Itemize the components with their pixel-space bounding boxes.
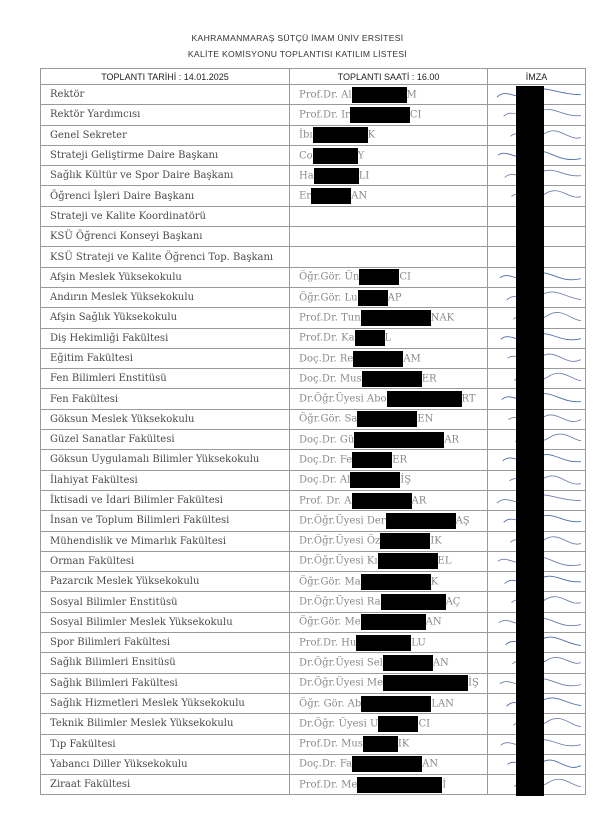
table-row xyxy=(41,105,586,125)
table-row xyxy=(41,166,586,186)
unit-name: Andırın Meslek Yüksekokulu xyxy=(41,287,290,307)
unit-name: Pazarcık Meslek Yüksekokulu xyxy=(41,572,290,592)
member-cell xyxy=(290,612,488,632)
table-header-row xyxy=(41,69,586,85)
member-cell xyxy=(290,145,488,165)
table-row xyxy=(41,369,586,389)
member-cell xyxy=(290,186,488,206)
member-name-end: AŞ xyxy=(455,515,470,527)
redaction-bar xyxy=(359,269,399,285)
member-name-end: AÇ xyxy=(445,596,461,608)
redaction-bar xyxy=(378,553,438,569)
member-cell xyxy=(290,450,488,470)
table-row xyxy=(41,206,586,226)
unit-name: Mühendislik ve Mimarlık Fakültesi xyxy=(41,531,290,551)
member-name-start: Dr.Öğr. Üyesi U xyxy=(299,718,379,730)
member-cell xyxy=(290,125,488,145)
member-name-start: Öğr.Gör. Me xyxy=(299,616,361,628)
unit-name: Sağlık Bilimleri Ensitüsü xyxy=(41,653,290,673)
table-row xyxy=(41,85,586,105)
member-name-start: Ha xyxy=(299,170,314,182)
member-cell xyxy=(290,389,488,409)
table-row xyxy=(41,287,586,307)
member-name-start: Doç.Dr. Al xyxy=(299,474,351,486)
member-cell xyxy=(290,653,488,673)
member-name-start: Dr.Öğr.Üyesi Öz xyxy=(299,535,381,547)
member-name-end: LU xyxy=(411,637,426,649)
member-name-end: AR xyxy=(444,434,460,446)
table-row xyxy=(41,612,586,632)
unit-name: İlahiyat Fakültesi xyxy=(41,470,290,490)
unit-name: Fen Fakültesi xyxy=(41,389,290,409)
member-cell xyxy=(290,227,488,247)
redaction-bar xyxy=(357,777,442,793)
member-cell xyxy=(290,633,488,653)
unit-name: İktisadi ve İdari Bilimler Fakültesi xyxy=(41,490,290,510)
member-cell xyxy=(290,511,488,531)
member-name-end: ER xyxy=(392,454,408,466)
table-row xyxy=(41,247,586,267)
unit-name: Güzel Sanatlar Fakültesi xyxy=(41,430,290,450)
unit-name: Genel Sekreter xyxy=(41,125,290,145)
member-name-end: İŞ xyxy=(400,474,412,486)
member-name-end: AP xyxy=(387,292,402,304)
unit-name: Rektör Yardımcısı xyxy=(41,105,290,125)
member-cell xyxy=(290,287,488,307)
redaction-bar xyxy=(352,87,407,103)
member-name-end: AM xyxy=(403,353,421,364)
member-cell xyxy=(290,470,488,490)
redaction-bar xyxy=(361,696,431,712)
member-cell xyxy=(290,734,488,754)
redaction-bar xyxy=(356,635,411,651)
redaction-bar xyxy=(383,655,433,671)
redaction-bar xyxy=(311,188,351,204)
member-cell xyxy=(290,490,488,510)
member-name-start: Öğr. Gör. Ab xyxy=(299,698,362,710)
member-cell xyxy=(290,572,488,592)
member-name-end: M xyxy=(406,89,417,101)
member-name-end: K xyxy=(430,576,439,588)
unit-name: Fen Bilimleri Enstitüsü xyxy=(41,369,290,389)
meeting-date-header: TOPLANTI TARİHİ : 14.01.2025 xyxy=(41,69,290,85)
table-row xyxy=(41,267,586,287)
redaction-bar xyxy=(357,411,417,427)
member-name-start: Er xyxy=(299,190,312,202)
unit-name: Öğrenci İşleri Daire Başkanı xyxy=(41,186,290,206)
member-cell xyxy=(290,206,488,226)
member-name-start: Doç.Dr. Mus xyxy=(299,373,362,385)
member-name-start: Dr.Öğr.Üyesi Ra xyxy=(299,596,381,608)
unit-name: Afşin Meslek Yüksekokulu xyxy=(41,267,290,287)
unit-name: İnsan ve Toplum Bilimleri Fakültesi xyxy=(41,511,290,531)
table-row xyxy=(41,470,586,490)
unit-name: Göksun Meslek Yüksekokulu xyxy=(41,409,290,429)
redaction-bar xyxy=(363,736,398,752)
redaction-bar xyxy=(353,351,403,367)
member-name-end: ER xyxy=(421,373,437,385)
table-row xyxy=(41,572,586,592)
redaction-bar xyxy=(386,513,456,529)
member-name-start: Öğr.Gör. Sa xyxy=(299,413,358,425)
unit-name: KSÜ Strateji ve Kalite Öğrenci Top. Başkanı xyxy=(41,247,290,267)
signature-header: İMZA xyxy=(488,69,586,85)
table-row xyxy=(41,125,586,145)
table-row xyxy=(41,450,586,470)
document-title: KAHRAMANMARAŞ SÜTÇÜ İMAM ÜNİV ERSİTESİ xyxy=(191,33,404,43)
member-name-end: CI xyxy=(399,271,411,283)
table-row xyxy=(41,633,586,653)
table-row xyxy=(41,714,586,734)
member-name-end: Y xyxy=(357,150,365,162)
unit-name: KSÜ Öğrenci Konseyi Başkanı xyxy=(41,227,290,247)
redaction-bar xyxy=(380,533,430,549)
member-name-start: Dr.Öğr.Üyesi Sel xyxy=(299,657,383,669)
member-name-end: CI xyxy=(418,718,431,730)
member-name-start: Doç.Dr. Fa xyxy=(299,758,353,770)
table-row xyxy=(41,531,586,551)
member-cell xyxy=(290,105,488,125)
member-name-start: Prof.Dr. Mus xyxy=(299,738,363,750)
redaction-bar xyxy=(361,614,426,630)
table-row xyxy=(41,227,586,247)
unit-name: Sağlık Kültür ve Spor Daire Başkanı xyxy=(41,166,290,186)
member-name-start: Dr.Öğr.Üyesi Me xyxy=(299,677,383,689)
document-subtitle: KALİTE KOMİSYONU TOPLANTISI KATILIM LİSTESİ xyxy=(187,49,408,59)
member-name-end: LAN xyxy=(431,698,454,710)
unit-name: Rektör xyxy=(41,85,290,105)
member-cell xyxy=(290,267,488,287)
redaction-bar xyxy=(354,432,444,448)
member-cell xyxy=(290,166,488,186)
table-row xyxy=(41,775,586,795)
member-name-end: LI xyxy=(358,170,370,182)
member-name-start: Co xyxy=(299,150,313,162)
redaction-bar xyxy=(352,756,422,772)
unit-name: Sosyal Bilimler Meslek Yüksekokulu xyxy=(41,612,290,632)
table-row xyxy=(41,308,586,328)
member-cell xyxy=(290,369,488,389)
unit-name: Teknik Bilimler Meslek Yüksekokulu xyxy=(41,714,290,734)
member-name-end: IK xyxy=(430,535,442,547)
redaction-bar xyxy=(350,107,410,123)
member-name-end: AN xyxy=(432,657,449,669)
redaction-bar xyxy=(378,716,418,732)
unit-name: Afşin Sağlık Yüksekokulu xyxy=(41,308,290,328)
member-name-end: İŞ xyxy=(468,677,479,689)
table-row xyxy=(41,389,586,409)
table-row xyxy=(41,734,586,754)
member-cell xyxy=(290,85,488,105)
redaction-bar xyxy=(352,493,412,509)
redaction-bar xyxy=(313,127,368,143)
redaction-bar xyxy=(350,472,400,488)
member-name-start: Öğr.Gör. Ma xyxy=(299,576,361,588)
member-name-end: AN xyxy=(351,190,368,202)
redaction-bar xyxy=(383,675,468,691)
member-name-start: Prof.Dr. Me xyxy=(299,779,358,791)
member-name-start: Dr.Öğr.Üyesi Kı xyxy=(299,555,378,567)
unit-name: Sosyal Bilimler Enstitüsü xyxy=(41,592,290,612)
unit-name: Ziraat Fakültesi xyxy=(41,775,290,795)
member-name-start: Prof.Dr. Tun xyxy=(299,312,361,324)
member-cell xyxy=(290,592,488,612)
redaction-bar xyxy=(352,452,392,468)
redaction-bar xyxy=(381,594,446,610)
unit-name: Tıp Fakültesi xyxy=(41,734,290,754)
member-name-start: Prof.Dr. Ka xyxy=(299,332,355,344)
table-row xyxy=(41,673,586,693)
redaction-bar xyxy=(313,148,358,164)
member-name-end: L xyxy=(384,332,392,344)
table-row xyxy=(41,511,586,531)
member-name-end: AR xyxy=(411,495,427,507)
table-row xyxy=(41,328,586,348)
member-name-end: İ xyxy=(442,779,447,791)
unit-name: Sağlık Bilimleri Fakültesi xyxy=(41,673,290,693)
redaction-bar xyxy=(387,391,462,407)
redaction-bar xyxy=(358,290,388,306)
member-name-start: Öğr.Gör. Ün xyxy=(299,271,360,283)
member-cell xyxy=(290,531,488,551)
attendance-table xyxy=(40,68,586,795)
member-name-end: NAK xyxy=(430,312,455,324)
member-cell xyxy=(290,693,488,713)
unit-name: Yabancı Diller Yüksekokulu xyxy=(41,754,290,774)
table-row xyxy=(41,490,586,510)
member-name-start: Dr.Öğr.Üyesi Der xyxy=(299,515,386,527)
member-name-start: Doç.Dr. Re xyxy=(299,353,354,364)
member-name-start: Doç.Dr. Fe xyxy=(299,454,353,466)
redaction-bar xyxy=(314,168,359,184)
member-cell xyxy=(290,409,488,429)
member-name-start: Doç.Dr. Gü xyxy=(299,434,355,446)
member-name-start: Prof.Dr. Hu xyxy=(299,637,357,649)
member-cell xyxy=(290,673,488,693)
unit-name: Göksun Uygulamalı Bilimler Yüksekokulu xyxy=(41,450,290,470)
member-cell xyxy=(290,754,488,774)
member-name-end: EL xyxy=(437,555,452,567)
member-name-end: AN xyxy=(422,758,439,770)
member-name-end: CI xyxy=(409,109,422,121)
table-row xyxy=(41,145,586,165)
unit-name: Strateji Geliştirme Daire Başkanı xyxy=(41,145,290,165)
redaction-bar xyxy=(362,371,422,387)
table-row xyxy=(41,693,586,713)
member-name-start: Prof.Dr. Al xyxy=(299,89,352,101)
member-cell xyxy=(290,328,488,348)
member-cell xyxy=(290,551,488,571)
unit-name: Strateji ve Kalite Koordinatörü xyxy=(41,206,290,226)
member-name-start: Dr.Öğr.Üyesi Abo xyxy=(299,393,387,405)
redaction-block xyxy=(516,86,544,796)
member-name-end: RT xyxy=(461,393,476,405)
table-row xyxy=(41,592,586,612)
member-cell xyxy=(290,775,488,795)
member-name-start: İbı xyxy=(299,129,313,141)
member-cell xyxy=(290,348,488,368)
member-name-end: K xyxy=(367,129,376,141)
table-row xyxy=(41,186,586,206)
table-row xyxy=(41,409,586,429)
member-name-end: IK xyxy=(397,738,410,750)
unit-name: Sağlık Hizmetleri Meslek Yüksekokulu xyxy=(41,693,290,713)
member-cell xyxy=(290,714,488,734)
redaction-bar xyxy=(361,574,431,590)
member-cell xyxy=(290,247,488,267)
table-row xyxy=(41,430,586,450)
table-row xyxy=(41,348,586,368)
table-row xyxy=(41,653,586,673)
member-cell xyxy=(290,308,488,328)
unit-name: Spor Bilimleri Fakültesi xyxy=(41,633,290,653)
member-name-start: Prof. Dr. A xyxy=(299,495,352,507)
member-name-start: Prof.Dr. Ir xyxy=(299,109,350,121)
redaction-bar xyxy=(361,310,431,326)
redaction-bar xyxy=(355,330,385,346)
unit-name: Diş Hekimliği Fakültesi xyxy=(41,328,290,348)
member-name-end: AN xyxy=(425,616,442,628)
member-cell xyxy=(290,430,488,450)
member-name-start: Öğr.Gör. Lu xyxy=(299,292,358,304)
meeting-time-header: TOPLANTI SAATİ : 16.00 xyxy=(290,69,488,85)
table-row xyxy=(41,754,586,774)
unit-name: Eğitim Fakültesi xyxy=(41,348,290,368)
table-row xyxy=(41,551,586,571)
member-name-end: EN xyxy=(417,413,434,425)
unit-name: Orman Fakültesi xyxy=(41,551,290,571)
